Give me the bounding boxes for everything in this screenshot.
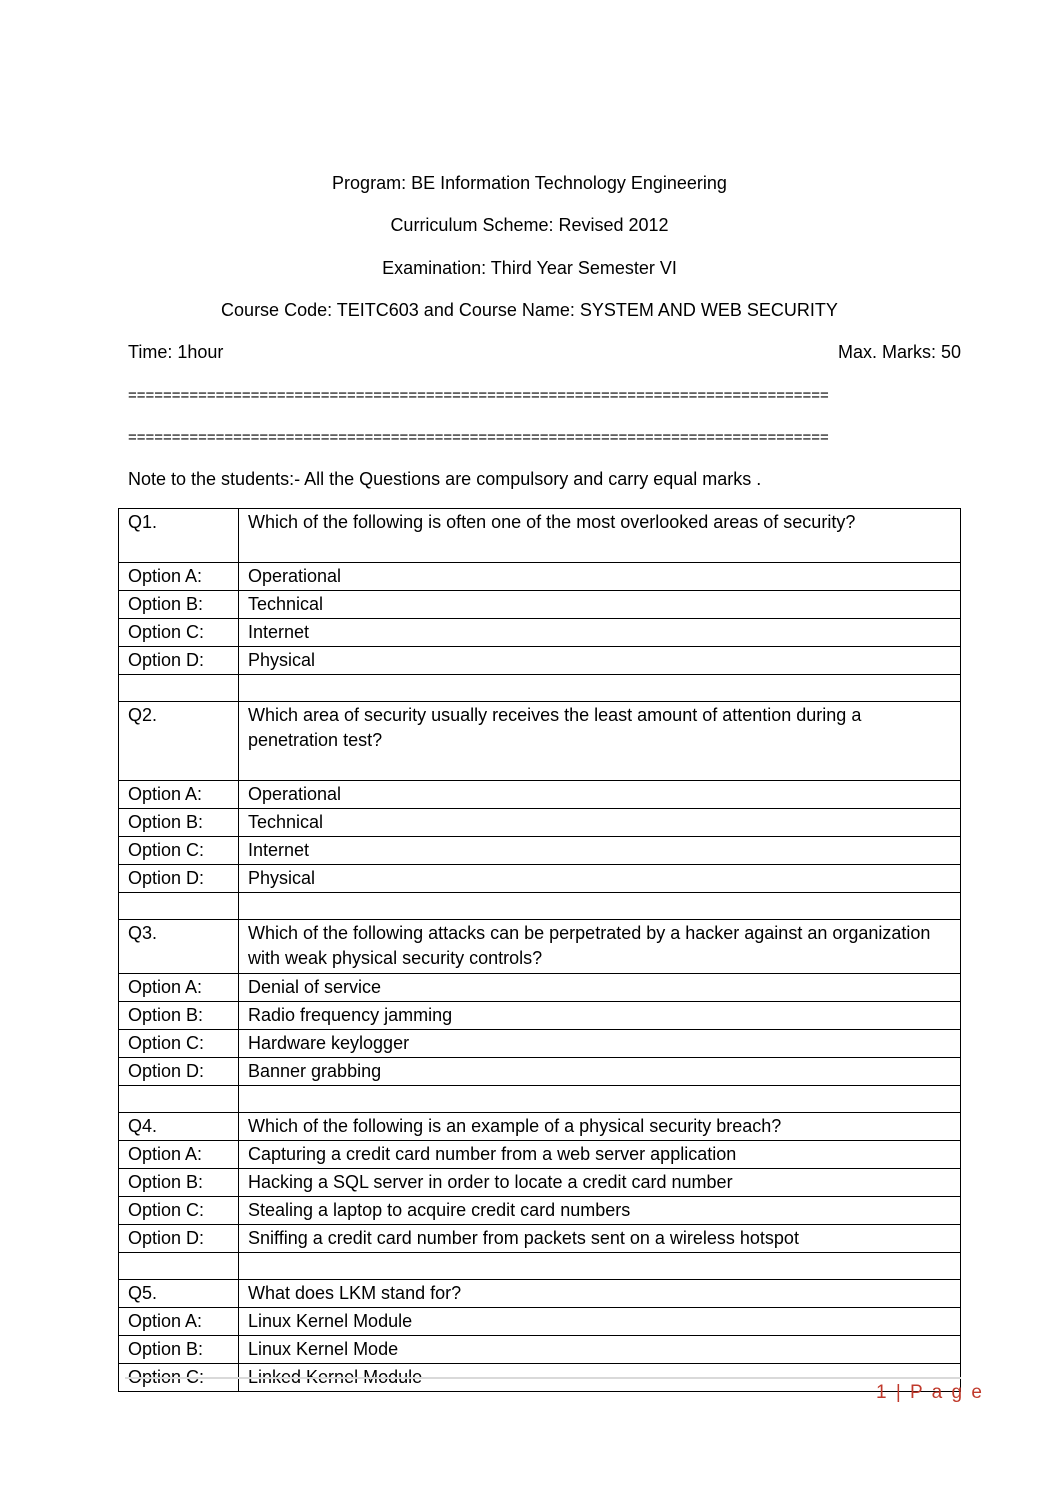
option-text: Technical <box>239 591 961 619</box>
option-text: Internet <box>239 619 961 647</box>
option-row <box>119 619 961 647</box>
students-note: Note to the students:- All the Questions are compulsory and carry equal marks . <box>128 469 762 489</box>
option-label: Option B: <box>119 809 239 837</box>
option-label: Option D: <box>119 865 239 893</box>
option-label: Option B: <box>119 1002 239 1030</box>
option-label: Option A: <box>119 974 239 1002</box>
option-row <box>119 647 961 675</box>
option-text: Operational <box>239 781 961 809</box>
option-label: Option C: <box>119 1197 239 1225</box>
option-text: Hacking a SQL server in order to locate a credit card number <box>239 1169 961 1197</box>
question-text: Which of the following is an example of a physical security breach? <box>239 1113 961 1141</box>
option-row <box>119 563 961 591</box>
option-text: Technical <box>239 809 961 837</box>
option-text: Capturing a credit card number from a web server application <box>239 1141 961 1169</box>
option-text: Hardware keylogger <box>239 1030 961 1058</box>
option-row <box>119 809 961 837</box>
option-label: Option C: <box>119 837 239 865</box>
option-row <box>119 1058 961 1086</box>
option-text: Internet <box>239 837 961 865</box>
option-row <box>119 1030 961 1058</box>
option-text: Radio frequency jamming <box>239 1002 961 1030</box>
question-text: Which area of security usually receives the least amount of attention during a penetration test? <box>239 702 961 781</box>
option-row <box>119 837 961 865</box>
question-table <box>118 508 961 1392</box>
option-row <box>119 781 961 809</box>
option-text: Physical <box>239 865 961 893</box>
option-text: Operational <box>239 563 961 591</box>
option-label: Option B: <box>119 1169 239 1197</box>
spacer-row <box>119 675 961 702</box>
question-label: Q3. <box>119 920 239 974</box>
option-label: Option B: <box>119 1336 239 1364</box>
option-label: Option B: <box>119 591 239 619</box>
option-row <box>119 865 961 893</box>
option-text: Denial of service <box>239 974 961 1002</box>
spacer-row <box>119 893 961 920</box>
question-text: Which of the following attacks can be perpetrated by a hacker against an organization with weak physical security controls? <box>239 920 961 974</box>
program-line: Program: BE Information Technology Engineering <box>332 173 727 193</box>
option-label: Option D: <box>119 1058 239 1086</box>
question-label: Q4. <box>119 1113 239 1141</box>
option-text: Linux Kernel Module <box>239 1308 961 1336</box>
option-row <box>119 591 961 619</box>
option-row <box>119 1225 961 1253</box>
option-row <box>119 1141 961 1169</box>
option-row <box>119 1002 961 1030</box>
option-text: Sniffing a credit card number from packets sent on a wireless hotspot <box>239 1225 961 1253</box>
exam-time: Time: 1hour <box>128 342 224 362</box>
option-label: Option C: <box>119 619 239 647</box>
question-row <box>119 920 961 974</box>
option-row <box>119 1308 961 1336</box>
option-row <box>119 1169 961 1197</box>
curriculum-line: Curriculum Scheme: Revised 2012 <box>390 215 669 235</box>
question-text: What does LKM stand for? <box>239 1280 961 1308</box>
option-row <box>119 1197 961 1225</box>
option-label: Option A: <box>119 1308 239 1336</box>
option-label: Option A: <box>119 1141 239 1169</box>
option-row <box>119 1336 961 1364</box>
option-label: Option C: <box>119 1030 239 1058</box>
question-row <box>119 1280 961 1308</box>
examination-line: Examination: Third Year Semester VI <box>382 258 677 278</box>
spacer-row <box>119 1086 961 1113</box>
spacer-row <box>119 1253 961 1280</box>
page-number: 1 | P a g e <box>876 1382 984 1403</box>
question-label: Q2. <box>119 702 239 781</box>
separator-line: ================================================================================ <box>128 387 829 404</box>
question-text: Which of the following is often one of the most overlooked areas of security? <box>239 509 961 563</box>
option-text: Linux Kernel Mode <box>239 1336 961 1364</box>
footer-divider <box>125 1377 961 1379</box>
option-text: Linked Kernel Module <box>239 1364 961 1392</box>
question-row <box>119 509 961 563</box>
option-label: Option D: <box>119 1225 239 1253</box>
option-text: Stealing a laptop to acquire credit card numbers <box>239 1197 961 1225</box>
option-text: Physical <box>239 647 961 675</box>
option-label: Option A: <box>119 563 239 591</box>
course-line: Course Code: TEITC603 and Course Name: SYSTEM AND WEB SECURITY <box>221 300 838 320</box>
option-text: Banner grabbing <box>239 1058 961 1086</box>
question-label: Q1. <box>119 509 239 563</box>
option-label: Option C: <box>119 1364 239 1392</box>
question-row <box>119 702 961 781</box>
separator-line: ================================================================================ <box>128 429 829 446</box>
option-label: Option A: <box>119 781 239 809</box>
option-label: Option D: <box>119 647 239 675</box>
question-label: Q5. <box>119 1280 239 1308</box>
max-marks: Max. Marks: 50 <box>837 342 961 362</box>
option-row <box>119 974 961 1002</box>
question-row <box>119 1113 961 1141</box>
